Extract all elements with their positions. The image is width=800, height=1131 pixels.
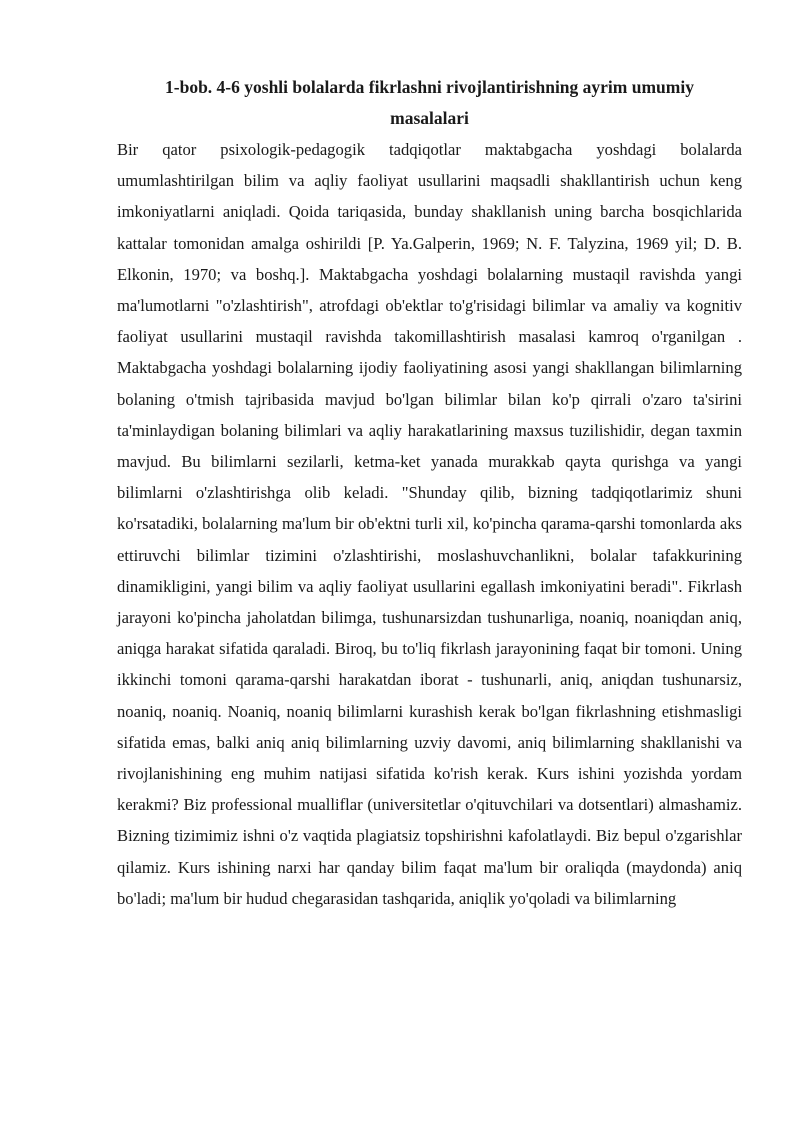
- document-page: [117, 72, 742, 914]
- chapter-heading: 1-bob. 4-6 yoshli bolalarda fikrlashni rivojlantirishning ayrim umumiy masalalari: [165, 77, 694, 128]
- body-paragraph: Bir qator psixologik-pedagogik tadqiqotlar maktabgacha yoshdagi bolalarda umumlashtirilgan bilim va aqliy faoliyat usullarini maqsadli shakllantirish uchun keng imkoniyatlarni aniqladi. Qoida tariqasida, bunday shakllanish uning barcha bosqichlarida kattalar tomonidan amalga oshirildi [P. Ya.Galperin, 1969; N. F. Talyzina, 1969 yil; D. B. Elkonin, 1970; va boshq.]. Maktabgacha yoshdagi bolalarning mustaqil ravishda yangi ma'lumotlarni "o'zlashtirish", atrofdagi ob'ektlar to'g'risidagi bilimlar va amaliy va kognitiv faoliyat usullarini mustaqil ravishda takomillashtirish masalasi kamroq o'rganilgan . Maktabgacha yoshdagi bolalarning ijodiy faoliyatining asosi yangi shakllangan bilimlarning bolaning o'tmish tajribasida mavjud bo'lgan bilimlar bilan ko'p qirrali o'zaro ta'sirini ta'minlaydigan bolaning bilimlari va aqliy harakatlarining maxsus tuzilishidir, degan taxmin mavjud. Bu bilimlarni sezilarli, ketma-ket yanada murakkab qayta qurishga va yangi bilimlarni o'zlashtirishga olib keladi. "Shunday qilib, bizning tadqiqotlarimiz shuni ko'rsatadiki, bolalarning ma'lum bir ob'ektni turli xil, ko'pincha qarama-qarshi tomonlarda aks ettiruvchi bilimlar tizimini o'zlashtirishi, moslashuvchanlikni, bolalar tafakkurining dinamikligini, yangi bilim va aqliy faoliyat usullarini egallash imkoniyatini beradi". Fikrlash jarayoni ko'pincha jaholatdan bilimga, tushunarsizdan tushunarliga, noaniq, noaniqdan aniq, aniqga harakat sifatida qaraladi. Biroq, bu to'liq fikrlash jarayonining faqat bir tomoni. Uning ikkinchi tomoni qarama-qarshi harakatdan iborat - tushunarli, aniq, aniqdan tushunarsiz, noaniq, noaniq. Noaniq, noaniq bilimlarni kurashish kerak bo'lgan fikrlashning etishmasligi sifatida emas, balki aniq aniq bilimlarning uzviy davomi, aniq bilimlarning shakllanishi va rivojlanishining eng muhim natijasi sifatida ko'rish kerak. Kurs ishini yozishda yordam kerakmi? Biz professional mualliflar (universitetlar o'qituvchilari va dotsentlari) almashamiz. Bizning tizimimiz ishni o'z vaqtida plagiatsiz topshirishni kafolatlaydi. Biz bepul o'zgarishlar qilamiz. Kurs ishining narxi har qanday bilim faqat ma'lum bir oraliqda (maydonda) aniq bo'ladi; ma'lum bir hudud chegarasidan tashqarida, aniqlik yo'qoladi va bilimlarning: [117, 140, 742, 908]
